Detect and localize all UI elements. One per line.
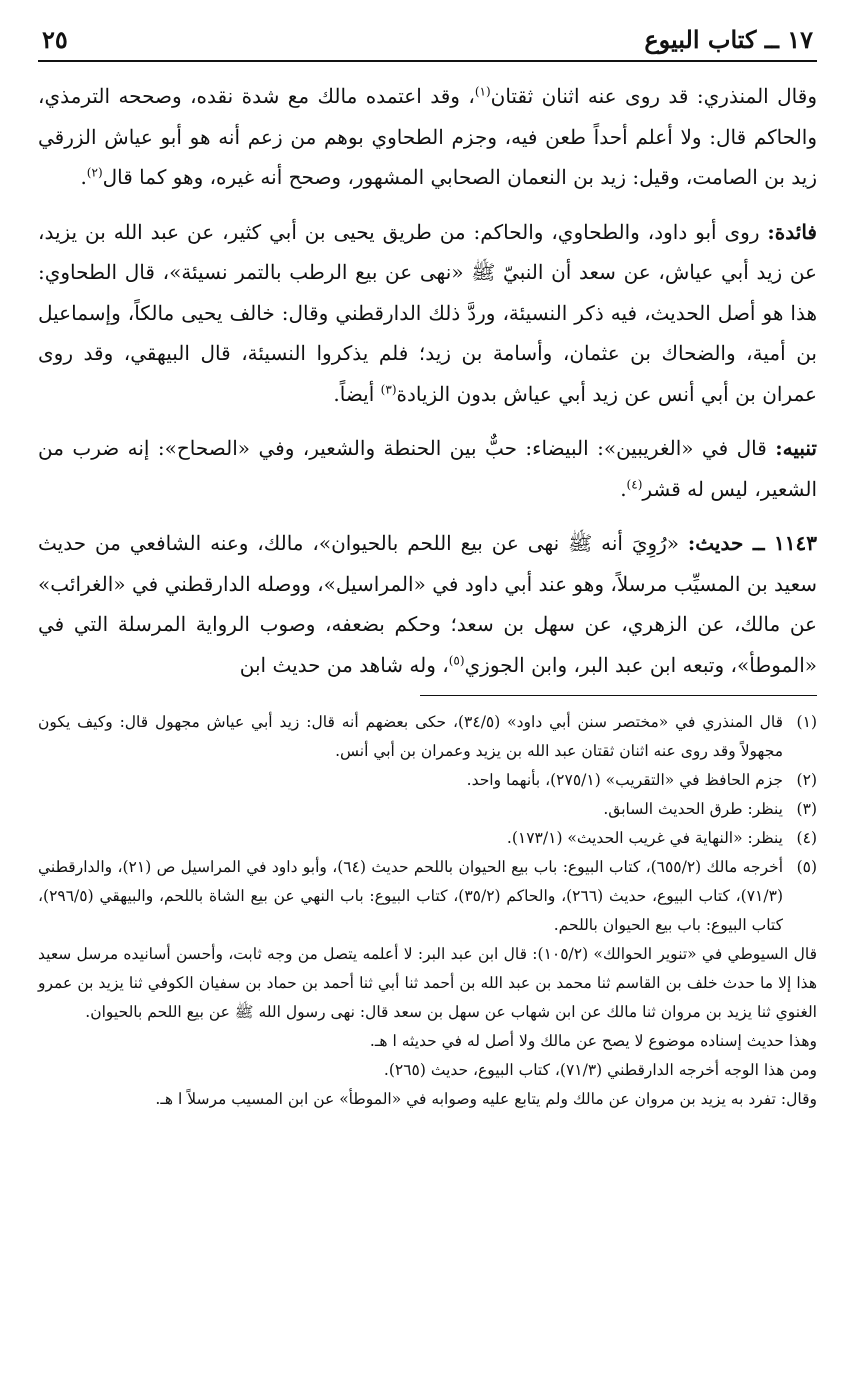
footnote-text: ينظر: طرق الحديث السابق. — [603, 800, 783, 818]
paragraph-mundhiri — [38, 76, 817, 198]
footnote-2 — [38, 766, 817, 795]
footnote-1 — [38, 708, 817, 766]
footnote-4 — [38, 824, 817, 853]
footnote-ref: (٢) — [86, 165, 103, 180]
footnote-text: جزم الحافظ في «التقريب» (٢٧٥/١)، بأنهما واحد. — [466, 771, 783, 789]
running-header — [38, 18, 817, 62]
main-text — [38, 76, 817, 685]
text-run: وقال المنذري: قد روى عنه اثنان ثقتان — [490, 84, 817, 108]
text-run: روى أبو داود، والطحاوي، والحاكم: من طريق يحيى بن أبي كثير، عن عبد الله بن يزيد، عن زيد أبي عياش، عن سعد أن النبيّ ﷺ «نهى عن بيع الرطب بالتمر نسيئة»، قال الطحاوي: هذا هو أصل الحديث، فيه ذكر النسيئة، وردَّ ذلك الدارقطني وقال: خالف يحيى مالكاً، وإسماعيل بن أمية، والضحاك بن عثمان، وأسامة بن زيد؛ فلم يذكروا النسيئة، قال البيهقي، وقد روى عمران بن أبي أنس عن زيد أبي عياش بدون الزيادة — [38, 219, 817, 406]
footnote-3 — [38, 795, 817, 824]
footnote-number: (٥) — [796, 858, 818, 876]
footnote-ref: (٣) — [380, 381, 397, 396]
text-run: . — [80, 165, 87, 189]
footnote-5-judgement: وهذا حديث إسناده موضوع لا يصح عن مالك ولا أصل له في حديثه ا هـ. — [369, 1032, 817, 1050]
footnote-ref: (٥) — [448, 652, 465, 667]
chapter-title: ١٧ ــ كتاب البيوع — [644, 25, 813, 54]
footnote-text: قال المنذري في «مختصر سنن أبي داود» (٣٤/٥)، حكى بعضهم أنه قال: زيد أبي عياش مجهول قال: وكيف يكون مجهولاً وقد روى عنه اثنان ثقتان عبد الله بن يزيد وعمران بن أبي أنس. — [38, 713, 783, 760]
footnote-ref: (٤) — [626, 476, 643, 491]
paragraph-tanbih — [38, 428, 817, 509]
paragraph-hadith-1143 — [38, 523, 817, 685]
text-run: . — [620, 476, 627, 501]
footnote-number: (١) — [796, 713, 817, 731]
footnote-text: ينظر: «النهاية في غريب الحديث» (١٧٣/١). — [506, 829, 783, 847]
footnote-5-daraqutni: ومن هذا الوجه أخرجه الدارقطني (٧١/٣)، كتاب البيوع، حديث (٢٦٥). — [383, 1061, 817, 1079]
book-page — [38, 18, 817, 1364]
footnote-5-conclusion: وقال: تفرد به يزيد بن مروان عن مالك ولم يتابع عليه وصوابه في «الموطأ» عن ابن المسيب مرسلاً ا هـ. — [155, 1090, 817, 1108]
paragraph-lead: فائدة: — [767, 219, 817, 244]
paragraph-faida — [38, 212, 817, 415]
footnotes — [38, 708, 817, 1114]
text-run: أيضاً. — [333, 381, 381, 406]
text-run: «رُوِيَ أنه ﷺ نهى عن بيع اللحم بالحيوان»، مالك، وعنه الشافعي من حديث سعيد بن المسيِّب مرسلاً، وهو عند أبي داود في «المراسيل»، ووصله الدارقطني في «الغرائب» عن مالك، عن الزهري، عن سهل بن سعد؛ وحكم بضعفه، وصوب الرواية المرسلة التي في «الموطأ»، وتبعه ابن عبد البر، وابن الجوزي — [38, 531, 817, 677]
footnote-number: (٣) — [796, 800, 817, 818]
footnote-ref: (١) — [474, 84, 491, 99]
footnote-5 — [38, 853, 817, 940]
footnote-number: (٢) — [796, 771, 817, 789]
paragraph-lead: تنبيه: — [775, 436, 817, 460]
footnote-5-suyuti: قال السيوطي في «تنوير الحوالك» (١٠٥/٢): قال ابن عبد البر: لا أعلمه يتصل من وجه ثابت، وأحسن أسانيده مرسل سعيد هذا إلا ما حدث خلف بن القاسم ثنا محمد بن عبد الله بن أحمد ثنا أبي ثنا أحمد بن حماد بن سفيان الكوفي ثنا يزيد بن عمرو الغنوي ثنا يزيد بن مروان ثنا مالك عن ابن شهاب عن سهل بن سعد قال: نهى رسول الله ﷺ عن بيع اللحم بالحيوان. — [38, 945, 817, 1021]
footnote-number: (٤) — [796, 829, 817, 847]
text-run: قال في «الغريبين»: البيضاء: حبٌّ بين الحنطة والشعير، وفي «الصحاح»: إنه ضرب من الشعير، ليس له قشر — [38, 436, 817, 501]
hadith-number: ١١٤٣ ــ حديث: — [687, 531, 817, 555]
page-number: ٢٥ — [42, 25, 68, 54]
text-run: ، وقد اعتمده مالك مع شدة نقده، وصححه الترمذي، والحاكم قال: ولا أعلم أحداً طعن فيه، وجزم الطحاوي بوهم من زعم أنه هو أبو عياش الزرقي زيد بن الصامت، وقيل: زيد بن النعمان الصحابي المشهور، وصحح أنه غيره، وهو كما قال — [38, 84, 817, 189]
footnote-divider — [420, 695, 817, 696]
text-run: ، وله شاهد من حديث ابن — [239, 652, 449, 677]
footnote-text: أخرجه مالك (٦٥٥/٢)، كتاب البيوع: باب بيع الحيوان باللحم حديث (٦٤)، وأبو داود في المراسيل ص (٢١)، والدارقطني (٧١/٣)، كتاب البيوع، حديث (٢٦٦)، والحاكم (٣٥/٢)، كتاب البيوع: باب النهي عن بيع الشاة باللحم، والبيهقي (٢٩٦/٥)، كتاب البيوع: باب بيع الحيوان باللحم. — [38, 858, 784, 934]
